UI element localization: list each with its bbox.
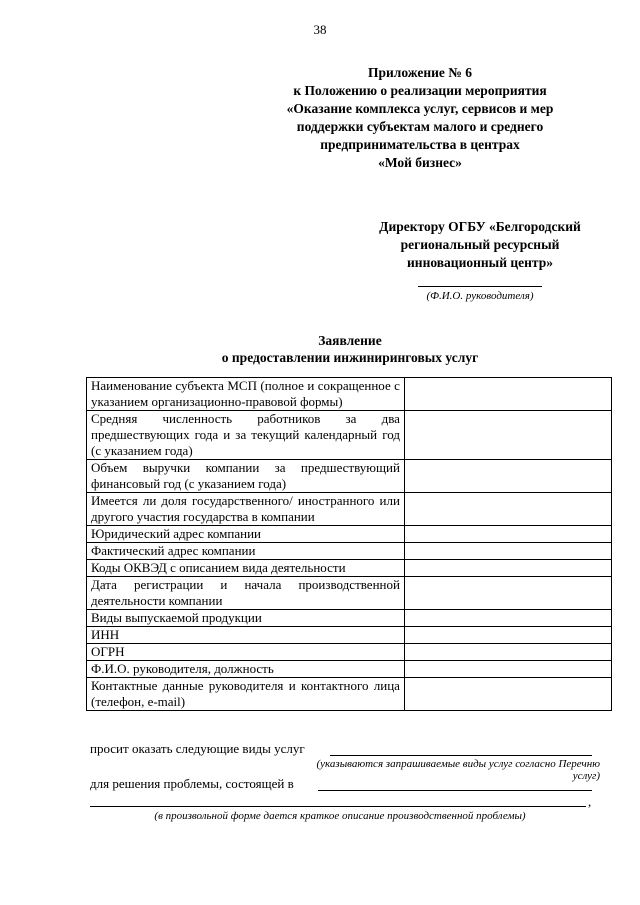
table-row — [87, 577, 612, 610]
appendix-line: предпринимательства в центрах — [320, 137, 520, 152]
table-row — [87, 526, 612, 543]
row-label: Виды выпускаемой продукции — [87, 610, 405, 627]
row-label: Дата регистрации и начала производственной деятельности компании — [87, 577, 405, 610]
row-label: Средняя численность работников за два предшествующих года и за текущий календарный год (с указанием года) — [87, 411, 405, 460]
row-value-cell[interactable] — [404, 661, 611, 678]
row-value-cell[interactable] — [404, 560, 611, 577]
row-value-cell[interactable] — [404, 493, 611, 526]
table-row — [87, 644, 612, 661]
addressee-line: Директору ОГБУ «Белгородский — [379, 219, 581, 234]
application-form-table — [86, 377, 612, 711]
row-label: Объем выручки компании за предшествующий финансовый год (с указанием года) — [87, 460, 405, 493]
row-label: ОГРН — [87, 644, 405, 661]
page-number: 38 — [313, 22, 327, 37]
row-value-cell[interactable] — [404, 610, 611, 627]
document-title — [200, 332, 500, 366]
row-value-cell[interactable] — [404, 543, 611, 560]
addressee-line: региональный ресурсный — [400, 237, 560, 252]
problem-end-mark: , — [588, 794, 592, 809]
row-label: Ф.И.О. руководителя, должность — [87, 661, 405, 678]
addressee-block — [350, 218, 610, 272]
row-value-cell[interactable] — [404, 526, 611, 543]
table-row — [87, 460, 612, 493]
table-row — [87, 678, 612, 711]
table-row — [87, 560, 612, 577]
title-line: о предоставлении инжиниринговых услуг — [221, 350, 479, 365]
appendix-line: к Положению о реализации мероприятия — [293, 83, 547, 98]
appendix-line: поддержки субъектам малого и среднего — [296, 119, 544, 134]
addressee-line: инновационный центр» — [407, 255, 553, 270]
row-label: Наименование субъекта МСП (полное и сокращенное с указанием организационно-правовой формы) — [87, 378, 405, 411]
table-row — [87, 411, 612, 460]
signature-line[interactable] — [418, 286, 542, 287]
title-line: Заявление — [318, 333, 382, 348]
request-services-text: просит оказать следующие виды услуг — [90, 741, 305, 756]
row-label: Контактные данные руководителя и контактного лица (телефон, e-mail) — [87, 678, 405, 711]
problem-note: (в произвольной форме дается краткое описание производственной проблемы) — [154, 810, 526, 822]
row-value-cell[interactable] — [404, 460, 611, 493]
problem-line-2[interactable] — [90, 806, 586, 807]
table-row — [87, 661, 612, 678]
problem-text: для решения проблемы, состоящей в — [90, 776, 294, 791]
table-row — [87, 378, 612, 411]
row-value-cell[interactable] — [404, 678, 611, 711]
row-value-cell[interactable] — [404, 627, 611, 644]
signature-caption: (Ф.И.О. руководителя) — [426, 290, 534, 302]
row-value-cell[interactable] — [404, 378, 611, 411]
row-label: Юридический адрес компании — [87, 526, 405, 543]
table-row — [87, 493, 612, 526]
row-label: Коды ОКВЭД с описанием вида деятельности — [87, 560, 405, 577]
row-value-cell[interactable] — [404, 411, 611, 460]
table-row — [87, 543, 612, 560]
request-services-note: (указываются запрашиваемые виды услуг согласно Перечню услуг) — [316, 758, 600, 782]
problem-line-1[interactable] — [318, 790, 592, 791]
request-services-line[interactable] — [330, 755, 592, 756]
appendix-line: «Мой бизнес» — [378, 155, 462, 170]
row-label: Имеется ли доля государственного/ иностранного или другого участия государства в компании — [87, 493, 405, 526]
table-row — [87, 627, 612, 644]
row-label: Фактический адрес компании — [87, 543, 405, 560]
table-row — [87, 610, 612, 627]
row-value-cell[interactable] — [404, 644, 611, 661]
appendix-line: Приложение № 6 — [368, 65, 472, 80]
row-label: ИНН — [87, 627, 405, 644]
row-value-cell[interactable] — [404, 577, 611, 610]
appendix-header — [240, 64, 600, 172]
appendix-line: «Оказание комплекса услуг, сервисов и мер — [286, 101, 554, 116]
